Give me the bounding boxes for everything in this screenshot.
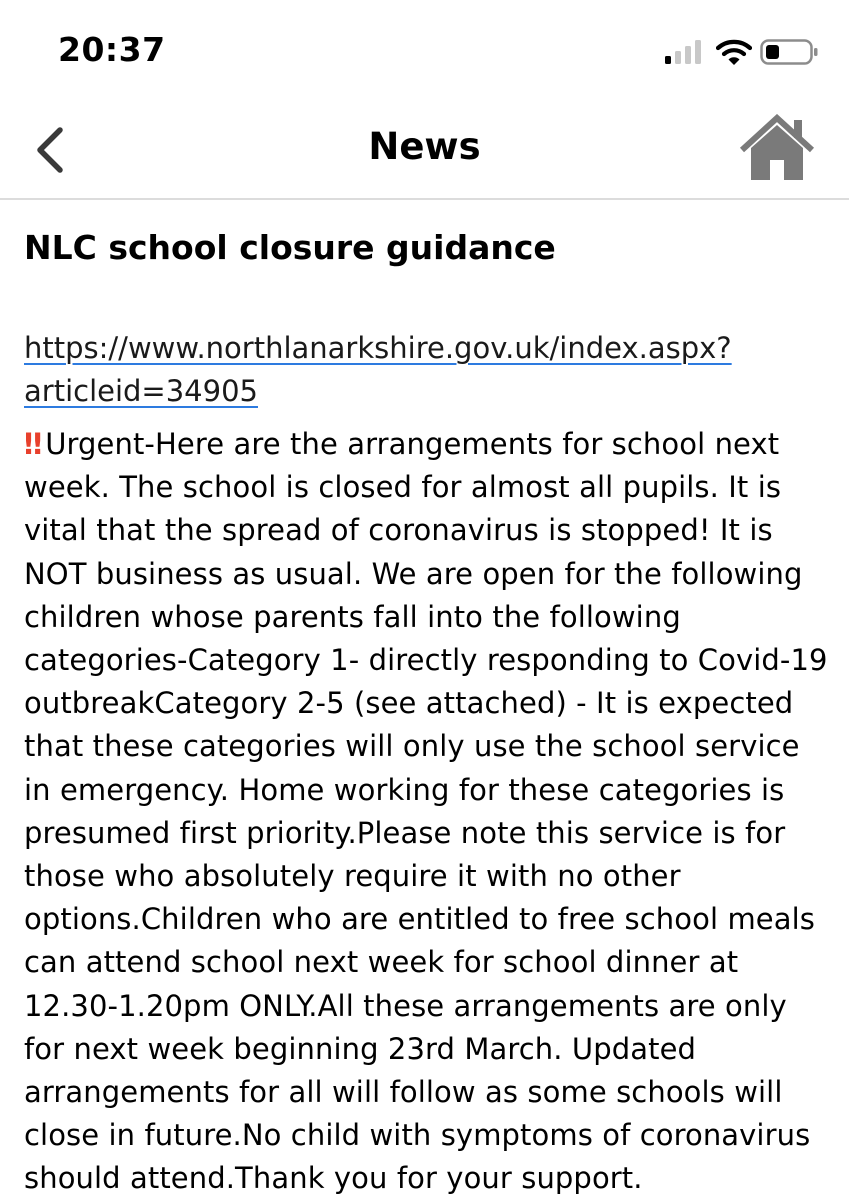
home-icon [742, 118, 812, 180]
cellular-signal-icon [665, 40, 703, 64]
double-exclamation-icon: ‼ [24, 427, 40, 461]
status-time: 20:37 [58, 30, 166, 69]
article-body-text: Urgent-Here are the arrangements for school next week. The school is closed for almost all pupils. It is vital that the spread of coronavirus is stopped! It is NOT business as usual. We are open for the following children whose parents fall into the following categories-Category 1- directly responding to Covid-19 outbreakCategory 2-5 (see attached) - It is expected that these categories will only use the school service in emergency. Home working for these categories is presumed first priority.Please note this service is for those who absolutely require it with no other options.Children who are entitled to free school meals can attend school next week for school dinner at 12.30-1.20pm ONLY.All these arrangements are only for next week beginning 23rd March. Updated arrangements for all will follow as some schools will close in future.No child with symptoms of coronavirus should attend.Thank you for your support. [24, 427, 828, 1196]
article-body [24, 423, 834, 1201]
wifi-icon [716, 38, 752, 66]
nav-bar [0, 100, 849, 200]
status-bar [0, 0, 849, 100]
battery-icon [760, 38, 820, 66]
article-title: NLC school closure guidance [24, 228, 556, 267]
page-title: News [368, 125, 481, 168]
article-link[interactable] [24, 327, 834, 413]
article-content [24, 200, 834, 1201]
article-link-line2: articleid=34905 [24, 374, 258, 408]
article-link-line1: https://www.northlanarkshire.gov.uk/index.aspx? [24, 331, 732, 365]
home-button[interactable] [738, 114, 816, 184]
